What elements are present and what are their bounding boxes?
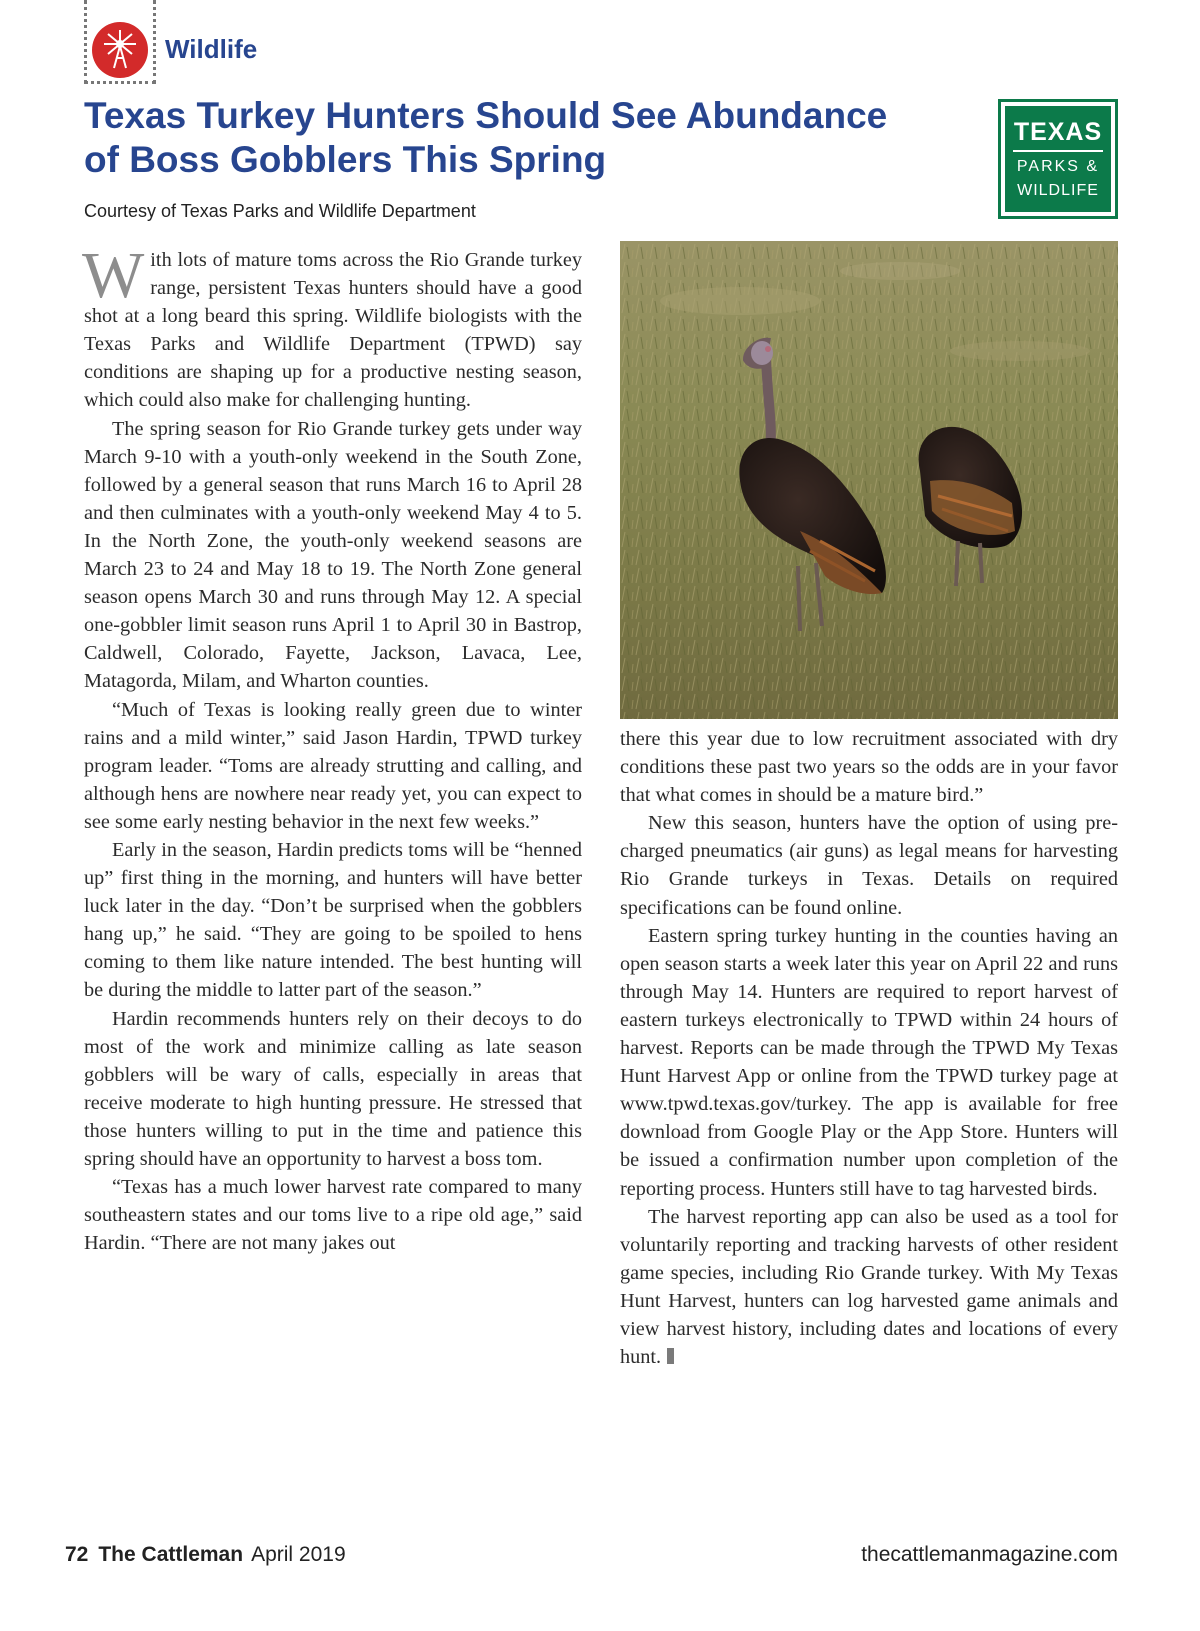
paragraph: “Much of Texas is looking really green due to winter rains and a mild winter,” said Jason Hardin, TPWD turkey program leader. “Toms are already strutting and calling, and although hens are nowhere near ready yet, you can expect to see some early nesting behavior in the next few weeks.” [84, 698, 582, 833]
tpwd-logo [998, 99, 1118, 219]
footer-folio [65, 1543, 346, 1567]
paragraph: The spring season for Rio Grande turkey gets under way March 9-10 with a youth-only weekend in the South Zone, followed by a general season that runs March 16 to April 28 and then culminates with a youth-only weekend May 4 to 5. In the North Zone, the youth-only weekend seasons are March 23 to 24 and May 18 to 19. The North Zone general season opens March 30 and runs through May 12. A special one-gobbler limit season runs April 1 to April 30 in Bastrop, Caldwell, Colorado, Fayette, Jackson, Lavaca, Lee, Matagorda, Milam, and Wharton counties. [84, 417, 582, 693]
end-of-article-mark [667, 1348, 674, 1364]
paragraph: “Texas has a much lower harvest rate compared to many southeastern states and our toms live to a ripe old age,” said Hardin. “There are not many jakes out [84, 1176, 582, 1255]
article-column-left [82, 239, 582, 1257]
magazine-name: The Cattleman [98, 1543, 244, 1566]
article-headline: Texas Turkey Hunters Should See Abundance of Boss Gobblers This Spring [84, 95, 888, 180]
paragraph: Hardin recommends hunters rely on their decoys to do most of the work and minimize calling as late season gobblers will be wary of calls, especially in areas that receive moderate to high hunting pressure. He stressed that those hunters willing to put in the time and patience this spring should have an opportunity to harvest a boss tom. [84, 1007, 582, 1170]
paragraph: Early in the season, Hardin predicts toms will be “henned up” first thing in the morning, and hunters will have better luck later in the day. “Don’t be surprised when the gobblers hang up,” he said. “They are going to be spoiled to hens coming to them like nature intended. The best hunting will be during the middle to latter part of the season.” [84, 838, 582, 1002]
paragraph: there this year due to low recruitment associated with dry conditions these past two years so the odds are in your favor that what comes in should be a mature bird.” [620, 728, 1118, 807]
logo-line-texas: TEXAS [1013, 118, 1103, 146]
paragraph: Eastern spring turkey hunting in the counties having an open season starts a week later this year on April 22 and runs through May 14. Hunters are required to report harvest of eastern turkeys electronically to TPWD within 24 hours of harvest. Reports can be made through the TPWD My Texas Hunt Harvest App or online from the TPWD turkey page at www.tpwd.texas.gov/turkey. The app is available for free download from Google Play or the App Store. Hunters will be issued a confirmation number upon completion of the reporting process. Hunters still have to tag harvested birds. [620, 924, 1118, 1200]
section-label: Wildlife [165, 34, 258, 64]
article-column-right [620, 725, 1118, 1371]
dropcap: W [82, 239, 145, 312]
windmill-icon [92, 22, 148, 78]
paragraph: The harvest reporting app can also be used as a tool for voluntarily reporting and tracking harvests of other resident game species, including Rio Grande turkey. With My Texas Hunt Harvest, hunters can log harvested game animals and view harvest history, including dates and locations of every hunt. [620, 1205, 1118, 1369]
issue-date: April 2019 [251, 1543, 346, 1566]
page-number: 72 [65, 1543, 89, 1566]
paragraph: New this season, hunters have the option of using pre-charged pneumatics (air guns) as legal means for harvesting Rio Grande turkeys in Texas. Details on required specifications can be found online. [620, 812, 1118, 919]
footer-website: thecattlemanmagazine.com [861, 1543, 1118, 1566]
logo-divider [1013, 150, 1103, 152]
turkey-photo [620, 241, 1118, 719]
logo-line-wildlife: WILDLIFE [1017, 182, 1099, 199]
article-byline: Courtesy of Texas Parks and Wildlife Department [84, 201, 476, 221]
paragraph: With lots of mature toms across the Rio Grande turkey range, persistent Texas hunters should have a good shot at a long beard this spring. Wildlife biologists with the Texas Parks and Wildlife Department (TPWD) say conditions are shaping up for a productive nesting season, which could also make for challenging hunting. [82, 239, 582, 412]
logo-line-parks: PARKS & [1016, 158, 1100, 175]
